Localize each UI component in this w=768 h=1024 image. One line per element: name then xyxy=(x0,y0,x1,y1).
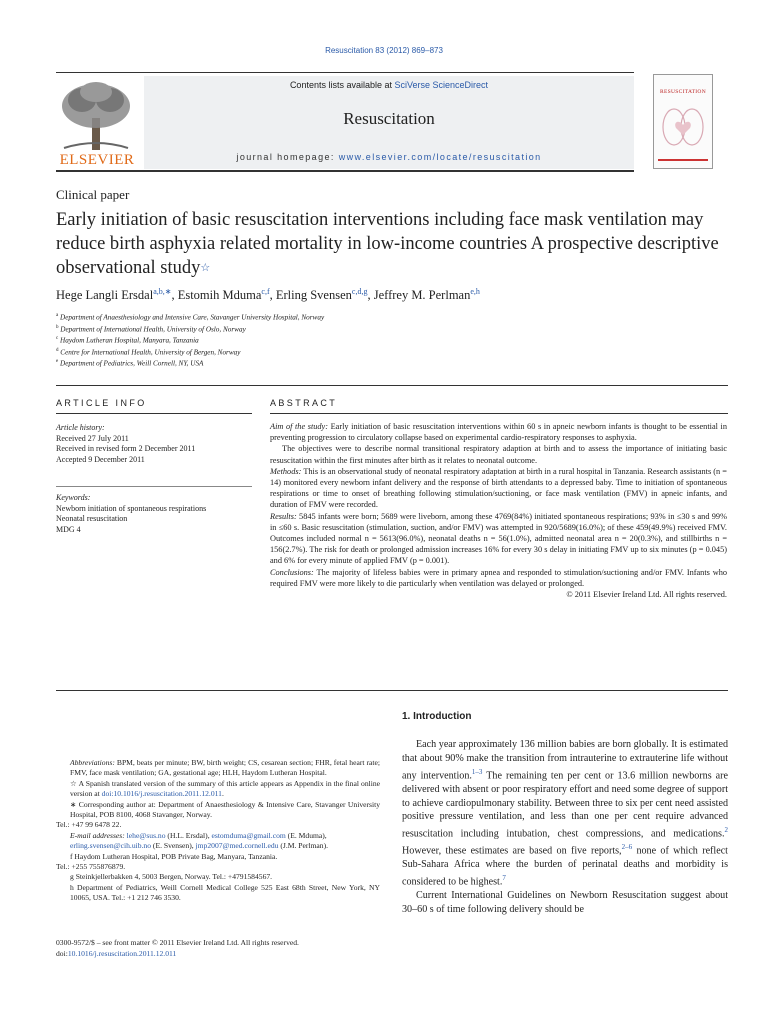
keyword-item[interactable]: Neonatal resuscitation xyxy=(56,514,128,523)
footnotes xyxy=(56,758,380,904)
article-info-heading: ARTICLE INFO xyxy=(56,398,147,408)
keywords-label: Keywords: xyxy=(56,493,91,502)
affiliation-item xyxy=(56,346,736,358)
history-item: Accepted 9 December 2011 xyxy=(56,454,145,464)
footnote-g: g Steinkjellerbakken 4, 5003 Bergen, Norway. Tel.: +4791584567. xyxy=(70,872,273,882)
intro-text: The remaining ten per cent or 13.6 million newborns are delivered with absent or poor respiratory effort and need some degree of support to achieve cardiopulmonary stability. Between three to six per cent need assisted positive pressure ventilation, and less than one per cent require advanced resuscitation including intubation, chest compressions, and medications. xyxy=(402,769,728,840)
info-inner-rule xyxy=(56,486,252,487)
footnote-f-tel: Tel.: +255 755876879. xyxy=(56,862,126,872)
affiliation-text: Haydom Lutheran Hospital, Manyara, Tanzania xyxy=(60,336,199,345)
front-matter-footer xyxy=(56,937,380,959)
affiliation-key: c xyxy=(56,336,59,342)
article-title xyxy=(56,208,736,280)
contents-line xyxy=(144,80,634,90)
affiliation-text: Department of Anaesthesiology and Intensive Care, Stavanger University Hospital, Norway xyxy=(60,313,325,322)
results-label: Results: xyxy=(270,511,297,521)
author-name: Hege Langli Ersdal xyxy=(56,288,154,303)
corresponding-tel: Tel.: +47 99 6478 22. xyxy=(56,820,122,830)
sciencedirect-link[interactable]: SciVerse ScienceDirect xyxy=(394,80,489,90)
objectives-text: The objectives were to describe normal transitional respiratory adaption at birth and to assess the importance of initiating basic resuscitation within the first minutes after birth as it relates to neonatal outcome. xyxy=(270,444,727,465)
author-affil-marks[interactable]: a,b,∗ xyxy=(153,287,172,296)
methods-text: This is an observational study of neonatal respiratory adaptation at birth in a rural hospital in Tanzania. Research assistants (n = 14) monitored every newborn infant delivery and the response of birth attendants to a depressed baby. Time to initiation of spontaneous respirations or time to onset of breathing following stimulation/suctioning, or face mask ventilation (FMV) in apneic infants, and duration of FMV were recorded. xyxy=(270,466,727,510)
reference-link[interactable]: 2–6 xyxy=(621,843,633,852)
email-link[interactable]: jmp2007@med.cornell.edu xyxy=(195,841,279,851)
email-owner: (E. Svensen), xyxy=(151,841,196,851)
reference-link[interactable]: 1–3 xyxy=(471,767,483,776)
introduction-body xyxy=(402,738,728,917)
affiliation-key: b xyxy=(56,324,59,330)
author-name: Erling Svensen xyxy=(275,288,352,303)
header-top-rule xyxy=(56,72,634,73)
affiliation-key: a xyxy=(56,313,59,318)
results-text: 5845 infants were born; 5689 were liveborn, among these 4769(84%) initiated spontaneous respirations; 93% in ≤30 s and 99% in ≤60 s. Basic resuscitation (stimulation, suction, and/or FMV) was attempted in 920/5689(16.0%); of these 459(49.9%) received FMV. Outcomes included normal n = 5613(96.0%), neonatal deaths n = 56(1.0%), admitted neonatal area n = 20(0.3%), and stillbirths n = 156(2.7%). The risk for death or prolonged admission increases 16% for every 30 s delay in initiating FMV up to six minutes (p = 0.045) and 6% for every minute of applied FMV (p = 0.001). xyxy=(270,511,727,566)
journal-cover-thumbnail[interactable] xyxy=(653,74,713,169)
conclusions-text: The majority of lifeless babies were in primary apnea and responded to stimulation/suctioning and/or FMV. Infants who required FMV were more likely to die particularly when ventilation was delayed or prolonged. xyxy=(270,567,727,588)
homepage-link[interactable]: www.elsevier.com/locate/resuscitation xyxy=(338,152,542,162)
email-link[interactable]: lehe@sus.no xyxy=(126,830,166,840)
corresponding-author: ∗ Corresponding author at: Department of Anaesthesiology & Intensive Care, Stavanger University Hospital, POB 8100, 4068 Stavanger, Norway. xyxy=(70,799,380,820)
history-item: Received in revised form 2 December 2011 xyxy=(56,444,196,453)
email-owner: (E. Mduma), xyxy=(285,830,327,840)
reference-link[interactable]: 2 xyxy=(724,826,728,835)
introduction-heading: 1. Introduction xyxy=(402,711,472,722)
affiliation-item xyxy=(56,334,736,346)
keyword-item[interactable]: MDG 4 xyxy=(56,524,81,534)
email-link[interactable]: erling.svensen@cih.uib.no xyxy=(70,841,152,851)
footnote-h: h Department of Pediatrics, Weill Cornell Medical College 525 East 68th Street, New York, NY 10065, USA. Tel.: +1 212 746 3530. xyxy=(70,882,380,903)
abstract-body xyxy=(270,421,727,600)
affiliation-text: Department of Pediatrics, Weill Cornell, NY, USA xyxy=(60,359,204,368)
elsevier-wordmark[interactable]: ELSEVIER xyxy=(59,152,135,168)
footer-doi-link[interactable]: 10.1016/j.resuscitation.2011.12.011 xyxy=(67,949,177,958)
author-affil-marks[interactable]: c,d,g xyxy=(351,287,368,296)
author-affil-marks[interactable]: c,f xyxy=(261,287,270,296)
affiliation-item xyxy=(56,311,736,323)
article-history xyxy=(56,423,252,465)
star-footnote-text: ☆ A Spanish translated version of the summary of this article appears as Appendix in the final online version at xyxy=(70,778,380,799)
abstract-bottom-divider xyxy=(56,690,728,691)
history-label: Article history: xyxy=(56,423,105,432)
article-info-rule xyxy=(56,413,252,414)
abstract-heading: ABSTRACT xyxy=(270,398,338,408)
affiliation-item xyxy=(56,357,736,369)
conclusions-label: Conclusions: xyxy=(270,567,314,577)
title-footnote-star[interactable]: ☆ xyxy=(200,262,211,274)
journal-title: Resuscitation xyxy=(343,109,435,128)
intro-text: However, these estimates are based on five reports, xyxy=(402,845,622,857)
author-name: Estomih Mduma xyxy=(177,288,262,303)
heart-lungs-icon xyxy=(654,75,712,168)
keywords xyxy=(56,493,216,535)
journal-homepage xyxy=(144,152,634,162)
doi-label: doi: xyxy=(56,949,68,958)
methods-label: Methods: xyxy=(270,466,302,476)
star-footnote-end: . xyxy=(221,789,224,799)
contents-prefix: Contents lists available at xyxy=(289,80,395,90)
footnote-f: f Haydom Lutheran Hospital, POB Private Bag, Manyara, Tanzania. xyxy=(70,851,278,861)
abbrev-label: Abbreviations: xyxy=(70,758,115,767)
homepage-prefix: journal homepage: xyxy=(236,152,339,162)
email-label: E-mail addresses: xyxy=(70,830,125,840)
abbrev-text: BPM, beats per minute; BW, birth weight; CS, cesarean section; FHR, fetal heart rate; FMV, face mask ventilation; GA, gestational age; HLH, Haydom Lutheran Hospital. xyxy=(70,758,380,778)
abstract-copyright: © 2011 Elsevier Ireland Ltd. All rights reserved. xyxy=(566,590,727,600)
affiliations xyxy=(56,311,736,369)
email-owner: (J.M. Perlman). xyxy=(278,841,329,851)
journal-citation[interactable]: Resuscitation 83 (2012) 869–873 xyxy=(325,46,443,55)
aim-label: Aim of the study: xyxy=(270,422,328,431)
email-link[interactable]: estomduma@gmail.com xyxy=(211,830,286,840)
email-owner: (H.L. Ersdal), xyxy=(165,830,212,840)
doi-link[interactable]: doi:10.1016/j.resuscitation.2011.12.011 xyxy=(101,789,222,799)
intro-text: none of which reflect Sub-Sahara Africa where the burden of perinatal deaths and morbidity is considered to be highest. xyxy=(402,845,728,888)
issn-line: 0300-9572/$ – see front matter © 2011 Elsevier Ireland Ltd. All rights reserved. xyxy=(56,938,299,947)
keyword-item[interactable]: Newborn initiation of spontaneous respirations xyxy=(56,503,207,513)
aim-text: Early initiation of basic resuscitation interventions within 60 s in apneic newborn infants is thought to be essential in preventing progression to circulatory collapse based on experimental cardio-respiratory responses to asphyxia. xyxy=(270,422,727,443)
top-divider xyxy=(56,385,728,386)
article-title-text: Early initiation of basic resuscitation interventions including face mask ventilation may reduce birth asphyxia related mortality in low-income countries A prospective descriptive observational study xyxy=(56,210,719,278)
reference-link[interactable]: 7 xyxy=(502,874,506,883)
affiliation-text: Department of International Health, University of Oslo, Norway xyxy=(60,324,246,333)
intro-paragraph-2: Current International Guidelines on Newborn Resuscitation suggest about 30–60 s of time following delivery should be xyxy=(402,890,728,916)
affiliation-text: Centre for International Health, University of Bergen, Norway xyxy=(60,348,241,357)
author-name: Jeffrey M. Perlman xyxy=(373,288,471,303)
intro-text: Each year approximately 136 million babies are born globally. It is estimated that about 90% make the transition from intrauterine to extrauterine life without any intervention. xyxy=(402,739,728,781)
cover-title: RESUSCITATION xyxy=(660,89,706,95)
abstract-rule xyxy=(270,413,728,414)
history-item: Received 27 July 2011 xyxy=(56,433,129,443)
author-affil-marks[interactable]: e,h xyxy=(470,287,480,296)
affiliation-key: e xyxy=(56,359,59,365)
affiliation-item xyxy=(56,323,736,335)
affiliation-key: d xyxy=(56,347,59,353)
header-bottom-rule xyxy=(56,170,634,172)
author-list: Hege Langli Ersdal$^{a,b,∗}$, Estomih Mduma$^{c,f}$, Erling Svensen$^{c,d,g}$, Jeffrey M. Perlman$^{e,h}$ xyxy=(56,287,480,303)
section-type: Clinical paper xyxy=(56,187,130,202)
